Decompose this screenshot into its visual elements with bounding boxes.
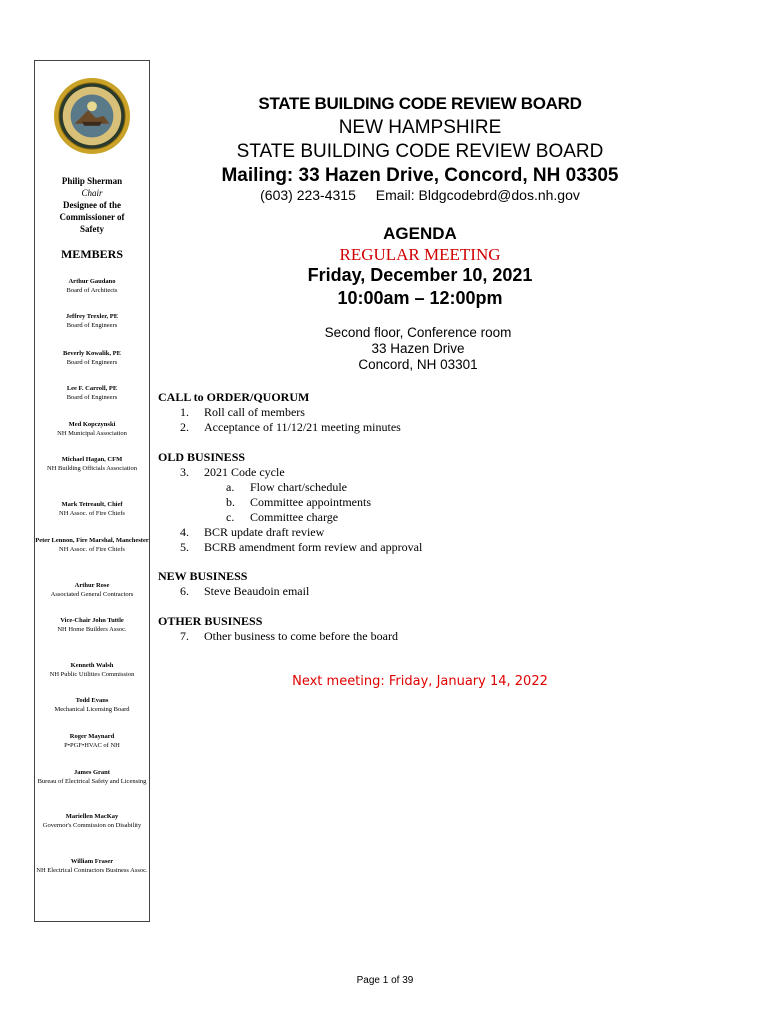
chair-role-line2: Commissioner of [59, 212, 125, 222]
agenda-subitem [226, 495, 371, 510]
contact-line [150, 187, 690, 203]
board-title-line2: STATE BUILDING CODE REVIEW BOARD [236, 141, 604, 162]
chair-name: Philip Sherman [61, 176, 123, 186]
member-name: James Grant [74, 769, 110, 776]
member-entry [35, 455, 149, 473]
agenda-item [180, 629, 398, 644]
location-line3: Concord, NH 03301 [358, 357, 478, 372]
member-entry [35, 768, 149, 786]
member-name: Mark Tetreault, Chief [61, 501, 123, 508]
agenda-subitem [226, 510, 338, 525]
section-heading-new: NEW BUSINESS [158, 569, 248, 583]
member-entry [35, 661, 149, 679]
item-text: Roll call of members [204, 405, 305, 419]
member-org: P•PGF•HVAC of NH [64, 742, 120, 749]
member-name: Jeffrey Trexler, PE [65, 313, 119, 320]
member-name: Arthur Rose [74, 582, 110, 589]
subitem-text: Flow chart/schedule [250, 480, 347, 494]
member-org: Governor's Commission on Disability [42, 822, 142, 829]
member-org: Board of Engineers [66, 394, 118, 401]
member-org: NH Public Utilities Commission [49, 671, 135, 678]
item-number: 6. [180, 584, 189, 598]
subitem-text: Committee appointments [250, 495, 371, 509]
item-number: 7. [180, 629, 189, 643]
section-heading-call: CALL to ORDER/QUORUM [158, 390, 310, 404]
meeting-date: Friday, December 10, 2021 [307, 265, 533, 285]
item-number: 1. [180, 405, 189, 419]
agenda-item [180, 420, 401, 435]
item-text: Acceptance of 11/12/21 meeting minutes [204, 420, 401, 434]
agenda-item [180, 465, 285, 480]
board-sidebar [34, 60, 150, 922]
member-org: Bureau of Electrical Safety and Licensing [37, 778, 147, 785]
agenda-title: AGENDA [383, 224, 457, 243]
member-org: Mechanical Licensing Board [54, 706, 130, 713]
agenda-item [180, 405, 305, 420]
member-name: Arthur Gaudano [68, 278, 116, 285]
member-name: Todd Evans [75, 697, 109, 704]
member-name: Mariellen MacKay [65, 813, 119, 820]
member-entry [35, 277, 149, 295]
agenda-item [180, 525, 324, 540]
member-name: Peter Lennon, Fire Marshal, Manchester [35, 537, 149, 544]
phone-number: (603) 223-4315 [260, 187, 356, 203]
member-entry [35, 812, 149, 830]
member-entry [35, 857, 149, 875]
agenda-subitem [226, 480, 347, 495]
meeting-time: 10:00am – 12:00pm [337, 288, 503, 308]
agenda-item [180, 540, 422, 555]
member-name: Med Kopczynski [68, 421, 116, 428]
location-line1: Second floor, Conference room [324, 325, 512, 340]
page-number: Page 1 of 39 [356, 975, 414, 986]
member-name: William Fraser [70, 858, 114, 865]
member-org: Associated General Contractors [50, 591, 134, 598]
member-entry [35, 581, 149, 599]
member-entry [35, 500, 149, 518]
member-org: NH Electrical Contractors Business Assoc. [36, 867, 148, 874]
member-org: NH Building Officials Association [47, 465, 137, 472]
chair-role-line1: Designee of the [63, 200, 121, 210]
nh-state-seal-icon [53, 77, 131, 155]
chair-title: Chair [81, 188, 103, 198]
section-heading-other: OTHER BUSINESS [158, 614, 263, 628]
item-text: Steve Beaudoin email [204, 584, 310, 598]
member-entry [35, 616, 149, 634]
member-org: Board of Engineers [66, 359, 118, 366]
member-entry [35, 696, 149, 714]
member-org: NH Assoc. of Fire Chiefs [59, 510, 125, 517]
member-org: NH Municipal Association [57, 430, 127, 437]
location-line2: 33 Hazen Drive [371, 341, 465, 356]
email-address[interactable]: Email: Bldgcodebrd@dos.nh.gov [375, 187, 580, 203]
item-text: BCRB amendment form review and approval [204, 540, 423, 554]
item-number: 2. [180, 420, 189, 434]
state-name: NEW HAMPSHIRE [338, 117, 502, 138]
board-title-line1: STATE BUILDING CODE REVIEW BOARD [258, 94, 582, 113]
item-number: 5. [180, 540, 189, 554]
member-name: Roger Maynard [69, 733, 115, 740]
member-org: NH Assoc. of Fire Chiefs [59, 546, 125, 553]
member-entry [35, 536, 149, 554]
member-entry [35, 312, 149, 330]
member-name: Michael Hagan, CFM [61, 456, 123, 463]
members-heading: MEMBERS [60, 247, 123, 261]
chair-block [35, 175, 149, 235]
item-text: BCR update draft review [204, 525, 325, 539]
item-number: 4. [180, 525, 189, 539]
subitem-text: Committee charge [250, 510, 339, 524]
section-heading-old: OLD BUSINESS [158, 450, 246, 464]
member-entry [35, 384, 149, 402]
item-text: 2021 Code cycle [204, 465, 285, 479]
member-name: Lee F. Carroll, PE [66, 385, 118, 392]
member-name: Beverly Kowalik, PE [63, 350, 121, 357]
meeting-type: REGULAR MEETING [339, 245, 501, 264]
member-entry [35, 420, 149, 438]
mailing-address: Mailing: 33 Hazen Drive, Concord, NH 03305 [221, 165, 619, 186]
member-name: Vice-Chair John Tuttle [60, 617, 124, 624]
member-name: Kenneth Walsh [70, 662, 114, 669]
subitem-letter: c. [226, 510, 235, 524]
member-org: NH Home Builders Assoc. [57, 626, 127, 633]
agenda-item [180, 584, 309, 599]
member-entry [35, 732, 149, 750]
member-org: Board of Engineers [66, 322, 118, 329]
subitem-letter: a. [226, 480, 235, 494]
member-entry [35, 349, 149, 367]
chair-role-line3: Safety [80, 224, 104, 234]
member-org: Board of Architects [66, 287, 118, 294]
next-meeting-note: Next meeting: Friday, January 14, 2022 [292, 674, 548, 689]
item-number: 3. [180, 465, 189, 479]
item-text: Other business to come before the board [204, 629, 398, 643]
subitem-letter: b. [226, 495, 235, 509]
